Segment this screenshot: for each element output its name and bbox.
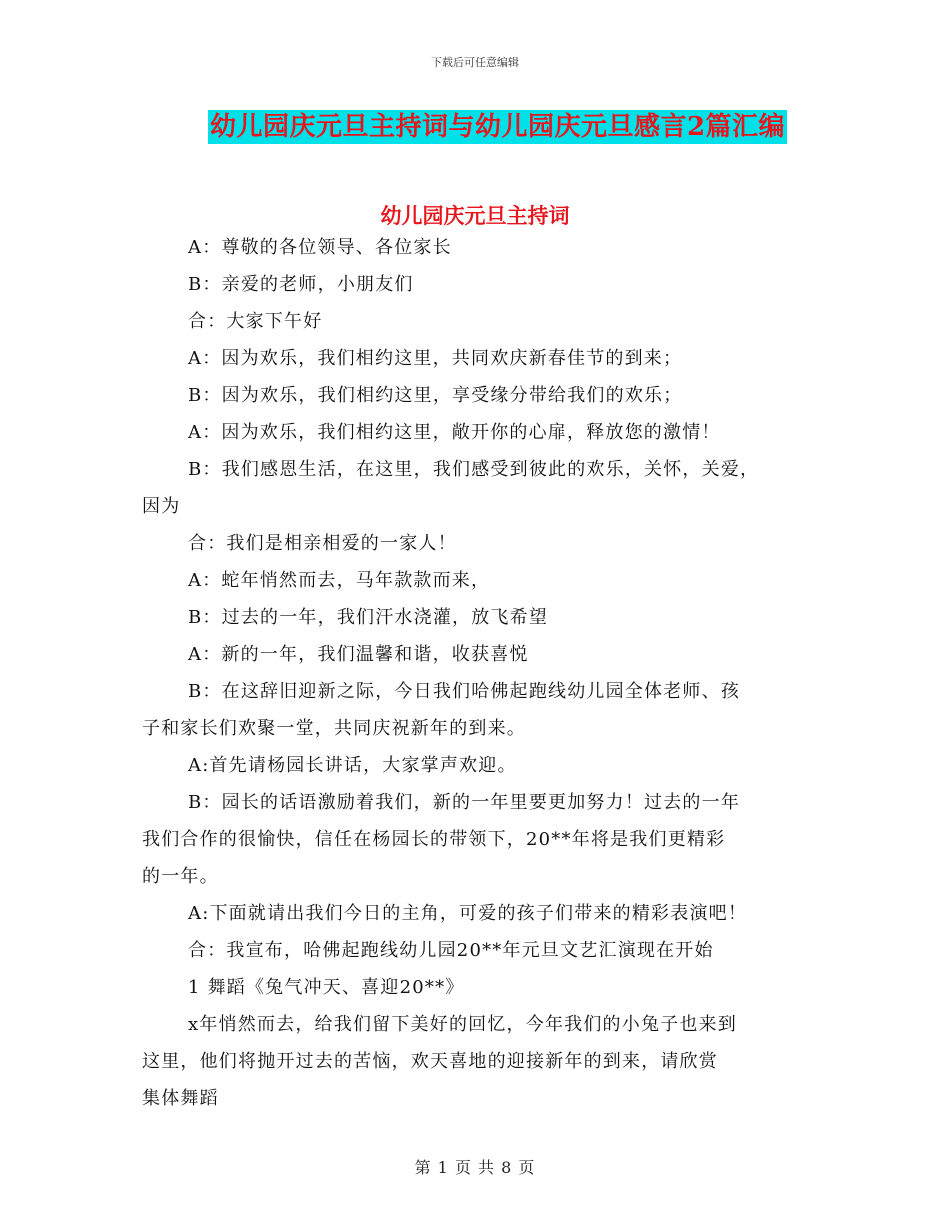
paragraph-line: 我们合作的很愉快，信任在杨园长的带领下，20**年将是我们更精彩: [142, 829, 726, 850]
paragraph: [142, 636, 822, 673]
paragraph-line: 这里，他们将抛开过去的苦恼，欢天喜地的迎接新年的到来，请欣赏: [142, 1051, 718, 1072]
paragraph-line: 合：我们是相亲相爱的一家人！: [188, 533, 457, 554]
paragraph-line: A：尊敬的各位领导、各位家长: [188, 237, 452, 258]
paragraph-line: B：我们感恩生活，在这里，我们感受到彼此的欢乐，关怀，关爱，: [188, 459, 760, 480]
paragraph: [142, 414, 822, 451]
paragraph: [142, 340, 822, 377]
paragraph: [142, 451, 822, 525]
paragraph-line: A:首先请杨园长讲话，大家掌声欢迎。: [188, 755, 517, 776]
paragraph-line: 合：大家下午好: [188, 311, 323, 332]
page-footer: 第 1 页 共 8 页: [414, 1158, 536, 1177]
paragraph: [142, 377, 822, 414]
paragraph-line: 合：我宣布，哈佛起跑线幼儿园20**年元旦文艺汇演现在开始: [188, 940, 714, 961]
paragraph: [142, 266, 822, 303]
paragraph-line: B：在这辞旧迎新之际，今日我们哈佛起跑线幼儿园全体老师、孩: [188, 681, 741, 702]
paragraph-line: 1 舞蹈《兔气冲天、喜迎20**》: [188, 977, 465, 998]
paragraph: [142, 969, 822, 1006]
page-header: 下载后可任意编辑: [431, 56, 519, 69]
paragraph: [142, 562, 822, 599]
paragraph: [142, 525, 822, 562]
paragraph-line: x年悄然而去，给我们留下美好的回忆，今年我们的小兔子也来到: [188, 1014, 737, 1035]
paragraph-line: A:下面就请出我们今日的主角，可爱的孩子们带来的精彩表演吧！: [188, 903, 748, 924]
document-title: 幼儿园庆元旦主持词与幼儿园庆元旦感言2篇汇编: [209, 112, 786, 142]
paragraph-line: A：新的一年，我们温馨和谐，收获喜悦: [188, 644, 529, 665]
paragraph-line: A：因为欢乐，我们相约这里，共同欢庆新春佳节的到来；: [188, 348, 683, 369]
paragraph-line: A：因为欢乐，我们相约这里，敞开你的心扉，释放您的激情！: [188, 422, 721, 443]
paragraph-line: A：蛇年悄然而去，马年款款而来，: [188, 570, 491, 591]
paragraph: [142, 599, 822, 636]
paragraph-line: 子和家长们欢聚一堂，共同庆祝新年的到来。: [142, 718, 526, 739]
paragraph: [142, 1006, 822, 1117]
paragraph: [142, 784, 822, 895]
paragraph: [142, 895, 822, 932]
document-title-wrap: [0, 110, 950, 144]
paragraph: [142, 229, 822, 266]
paragraph-line: 的一年。: [142, 866, 219, 887]
paragraph: [142, 932, 822, 969]
paragraph: [142, 303, 822, 340]
paragraph-line: B：因为欢乐，我们相约这里，享受缘分带给我们的欢乐；: [188, 385, 683, 406]
paragraph-line: 因为: [142, 496, 181, 517]
paragraph-line: B：亲爱的老师，小朋友们: [188, 274, 414, 295]
section-title: 幼儿园庆元旦主持词: [380, 203, 570, 228]
document-body: [142, 229, 822, 1117]
paragraph: [142, 747, 822, 784]
paragraph-line: 集体舞蹈: [142, 1088, 219, 1109]
paragraph: [142, 673, 822, 747]
paragraph-line: B：园长的话语激励着我们，新的一年里要更加努力！过去的一年: [188, 792, 741, 813]
paragraph-line: B：过去的一年，我们汗水浇灌，放飞希望: [188, 607, 549, 628]
